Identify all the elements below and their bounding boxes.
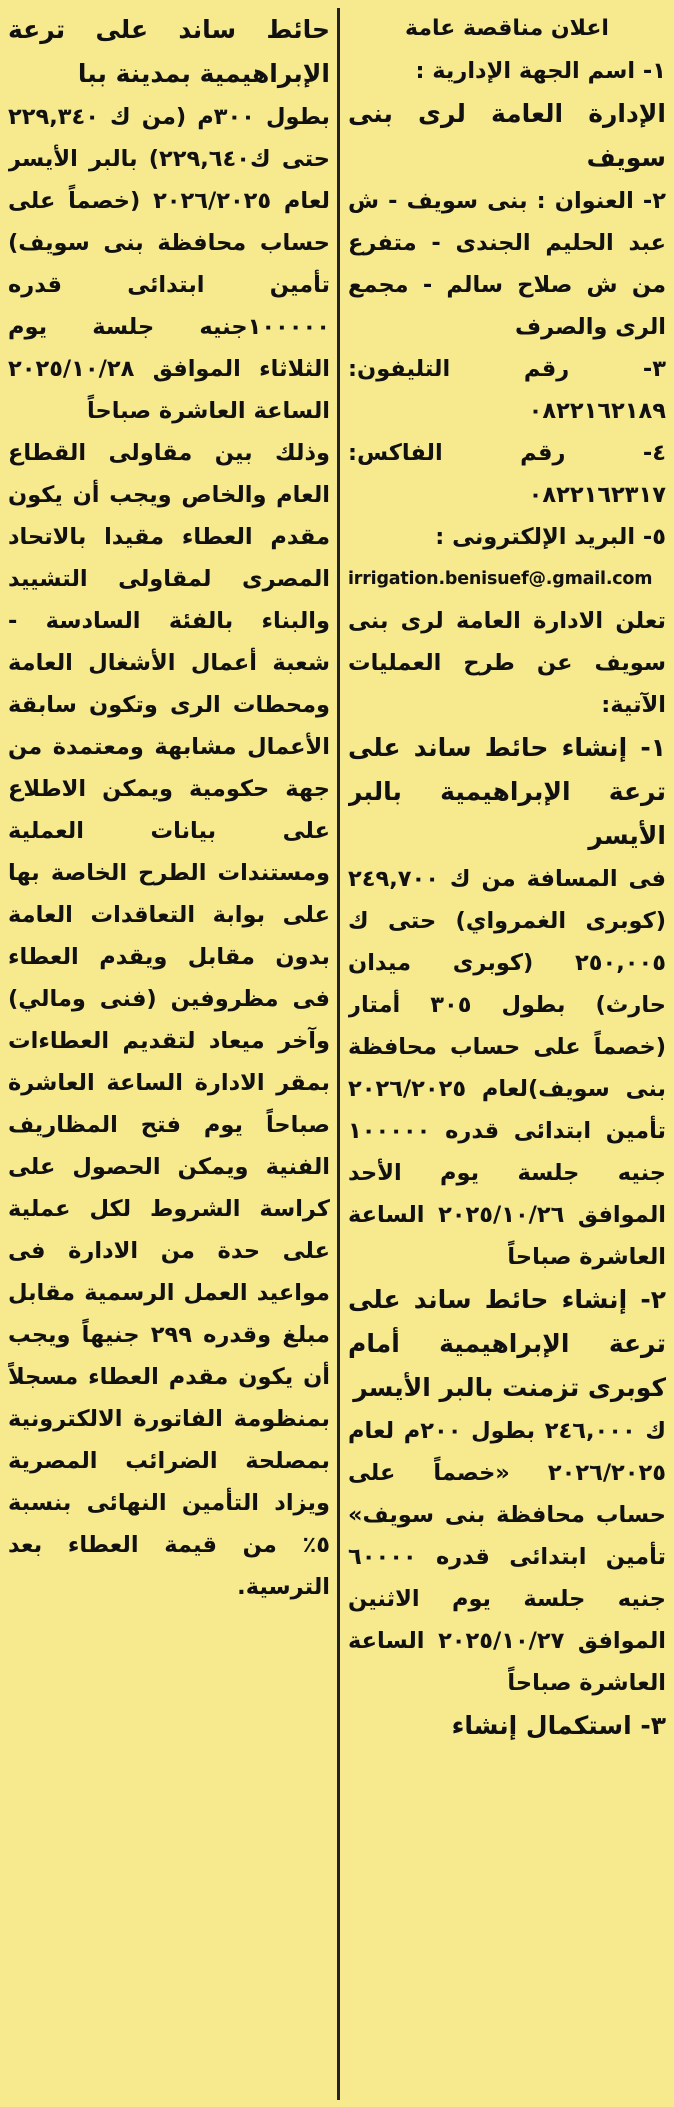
operation-3-details: بطول ٣٠٠م (من ك ٢٢٩,٣٤٠ حتى ك٢٢٩,٦٤٠) بالبر الأيسر لعام ٢٠٢٦/٢٠٢٥ (خصماً على حساب محافظة بنى سويف) تأمين ابتدائى قدره ١٠٠٠٠٠جنيه جلسة يوم الثلاثاء الموافق ٢٠٢٥/١٠/٢٨ الساعة العاشرة صباحاً	[8, 104, 330, 424]
email-address: irrigation.benisuef@.gmail.com	[348, 569, 653, 589]
address-text: ٢- العنوان : بنى سويف - ش عبد الحليم الجندى - متفرع من ش صلاح سالم - مجمع الرى والصرف	[348, 188, 666, 340]
entity-name: الإدارة العامة لرى بنى سويف	[348, 99, 666, 172]
tender-left-column	[8, 8, 330, 2100]
phone-text: ٣- رقم التليفون: ٠٨٢٢١٦٢١٨٩	[348, 356, 666, 424]
operation-1-title: ١- إنشاء حائط ساند على ترعة الإبراهيمية بالبر الأيسر	[348, 733, 666, 850]
operation-1-details: فى المسافة من ك ٢٤٩,٧٠٠ (كوبرى الغمرواي) حتى ك ٢٥٠,٠٠٥ (كوبرى ميدان حارث) بطول ٣٠٥ أمتار (خصماً على حساب محافظة بنى سويف)لعام ٢٠٢٦/٢٠٢٥ تأمين ابتدائى قدره ١٠٠٠٠٠ جنيه جلسة يوم الأحد الموافق ٢٠٢٥/١٠/٢٦ الساعة العاشرة صباحاً	[348, 866, 666, 1270]
tender-right-column	[348, 8, 666, 2100]
operation-3-title-continued: حائط ساند على ترعة الإبراهيمية بمدينة ببا	[8, 15, 330, 88]
column-divider	[337, 8, 340, 2100]
operation-2-details: ك ٢٤٦,٠٠٠ بطول ٢٠٠م لعام ٢٠٢٦/٢٠٢٥ «خصماً على حساب محافظة بنى سويف» تأمين ابتدائى قدره ٦٠٠٠٠ جنيه جلسة يوم الاثنين الموافق ٢٠٢٥/١٠/٢٧ الساعة العاشرة صباحاً	[348, 1418, 666, 1696]
entity-label: ١- اسم الجهة الإدارية :	[415, 58, 666, 84]
intro-text: تعلن الادارة العامة لرى بنى سويف عن طرح العمليات الآتية:	[348, 608, 666, 718]
operation-2-title: ٢- إنشاء حائط ساند على ترعة الإبراهيمية أمام كوبرى تزمنت بالبر الأيسر	[348, 1285, 666, 1402]
fax-text: ٤- رقم الفاكس: ٠٨٢٢١٦٢٣١٧	[348, 440, 666, 508]
operation-3-title-start: ٣- استكمال إنشاء	[451, 1711, 666, 1740]
email-label: ٥- البريد الإلكترونى :	[435, 524, 666, 550]
tender-conditions: وذلك بين مقاولى القطاع العام والخاص ويجب أن يكون مقدم العطاء مقيدا بالاتحاد المصرى لمقاولى التشييد والبناء بالفئة السادسة - شعبة أعمال الأشغال العامة ومحطات الرى وتكون سابقة الأعمال مشابهة ومعتمدة من جهة حكومية ويمكن الاطلاع على بيانات العملية ومستندات الطرح الخاصة بها على بوابة التعاقدات العامة بدون مقابل ويقدم العطاء فى مظروفين (فنى ومالي) وآخر ميعاد لتقديم العطاءات بمقر الادارة الساعة العاشرة صباحاً يوم فتح المظاريف الفنية ويمكن الحصول على كراسة الشروط لكل عملية على حدة من الادارة فى مواعيد العمل الرسمية مقابل مبلغ وقدره ٢٩٩ جنيهاً ويجب أن يكون مقدم العطاء مسجلاً بمنظومة الفاتورة الالكترونية بمصلحة الضرائب المصرية ويزاد التأمين النهائى بنسبة ٥٪ من قيمة العطاء بعد الترسية.	[8, 440, 330, 1600]
announcement-title: اعلان مناقصة عامة	[405, 16, 609, 41]
